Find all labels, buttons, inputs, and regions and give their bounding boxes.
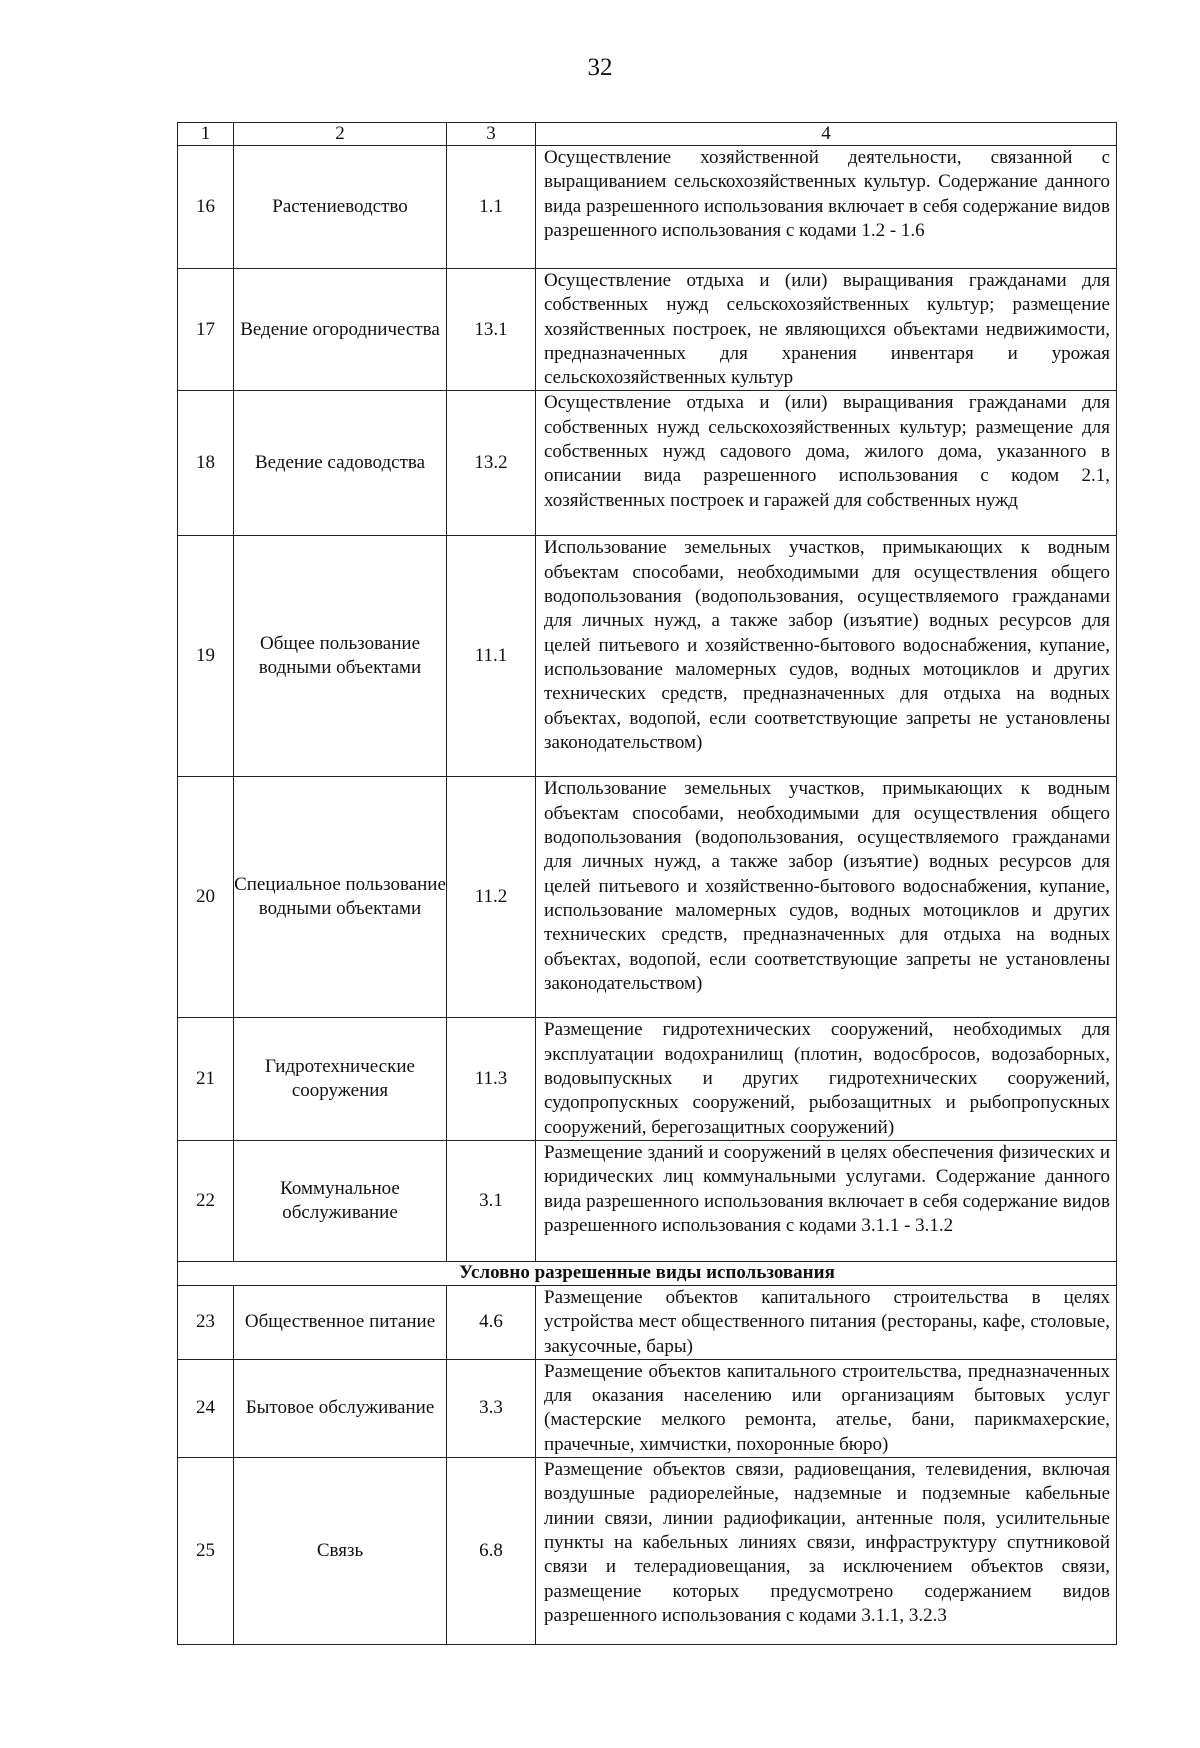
land-use-description: Размещение объектов капитального строительства, предназначенных для оказания населению или организациям бытовых услуг (мастерские мелкого ремонта, ателье, бани, парикмахерские, прачечные, химчистки, похоронные бюро) [536,1359,1117,1457]
land-use-description: Осуществление хозяйственной деятельности, связанной с выращиванием сельскохозяйственных культур. Содержание данного вида разрешенного использования включает в себя содержание видов разрешенного использования с кодами 1.2 - 1.6 [536,146,1117,269]
table-row [178,1285,1117,1359]
table-row [178,1140,1117,1261]
row-number: 18 [178,391,234,536]
row-number: 22 [178,1140,234,1261]
land-use-description: Использование земельных участков, примыкающих к водным объектам способами, необходимыми для осуществления общего водопользования (водопользования, осуществляемого гражданами для личных нужд, а также забор (изъятие) водных ресурсов для целей питьевого и хозяйственно-бытового водоснабжения, купание, использование маломерных судов, водных мотоциклов и других технических средств, предназначенных для отдыха на водных объектах, водопой, если соответствующие запреты не установлены законодательством) [536,777,1117,1018]
land-use-code: 3.1 [447,1140,536,1261]
row-number: 25 [178,1458,234,1645]
land-use-name: Гидротехнические сооружения [234,1018,447,1140]
table-row [178,146,1117,269]
land-use-name: Коммунальное обслуживание [234,1140,447,1261]
row-number: 19 [178,536,234,777]
land-use-description: Размещение гидротехнических сооружений, необходимых для эксплуатации водохранилищ (плотин, водосбросов, водозаборных, водовыпускных и других гидротехнических сооружений, судопропускных сооружений, рыбозащитных и рыбопропускных сооружений, берегозащитных сооружений) [536,1018,1117,1140]
land-use-name: Растениеводство [234,146,447,269]
table-row [178,1359,1117,1457]
land-use-description: Размещение объектов капитального строительства в целях устройства мест общественного питания (рестораны, кафе, столовые, закусочные, бары) [536,1285,1117,1359]
land-use-description: Размещение зданий и сооружений в целях обеспечения физических и юридических лиц коммунальными услугами. Содержание данного вида разрешенного использования включает в себя содержание видов разрешенного использования с кодами 3.1.1 - 3.1.2 [536,1140,1117,1261]
land-use-table [177,122,1117,1645]
table-row [178,1018,1117,1140]
section-title: Условно разрешенные виды использования [178,1261,1117,1285]
land-use-name: Ведение садоводства [234,391,447,536]
section-header-row [178,1261,1117,1285]
land-use-code: 3.3 [447,1359,536,1457]
table-row [178,269,1117,391]
table-row [178,391,1117,536]
land-use-name: Общее пользование водными объектами [234,536,447,777]
land-use-name: Общественное питание [234,1285,447,1359]
land-use-description: Осуществление отдыха и (или) выращивания гражданами для собственных нужд сельскохозяйственных культур; размещение хозяйственных построек, не являющихся объектами недвижимости, предназначенных для хранения инвентаря и урожая сельскохозяйственных культур [536,269,1117,391]
column-header: 2 [234,123,447,146]
land-use-description: Осуществление отдыха и (или) выращивания гражданами для собственных нужд сельскохозяйственных культур; размещение для собственных нужд садового дома, жилого дома, указанного в описании вида разрешенного использования с кодом 2.1, хозяйственных построек и гаражей для собственных нужд [536,391,1117,536]
row-number: 17 [178,269,234,391]
land-use-code: 1.1 [447,146,536,269]
column-header: 1 [178,123,234,146]
row-number: 16 [178,146,234,269]
page-number: 32 [587,54,613,81]
land-use-name: Ведение огородничества [234,269,447,391]
row-number: 20 [178,777,234,1018]
land-use-name: Связь [234,1458,447,1645]
row-number: 24 [178,1359,234,1457]
table-header-row [178,123,1117,146]
land-use-description: Размещение объектов связи, радиовещания, телевидения, включая воздушные радиорелейные, надземные и подземные кабельные линии связи, линии радиофикации, антенные поля, усилительные пункты на кабельных линиях связи, инфраструктуру спутниковой связи и телерадиовещания, за исключением объектов связи, размещение которых предусмотрено содержанием видов разрешенного использования с кодами 3.1.1, 3.2.3 [536,1458,1117,1645]
column-header: 4 [536,123,1117,146]
row-number: 23 [178,1285,234,1359]
row-number: 21 [178,1018,234,1140]
land-use-code: 4.6 [447,1285,536,1359]
column-header: 3 [447,123,536,146]
land-use-name: Бытовое обслуживание [234,1359,447,1457]
land-use-code: 11.3 [447,1018,536,1140]
table-row [178,777,1117,1018]
land-use-code: 6.8 [447,1458,536,1645]
land-use-name: Специальное пользование водными объектами [234,777,447,1018]
land-use-description: Использование земельных участков, примыкающих к водным объектам способами, необходимыми для осуществления общего водопользования (водопользования, осуществляемого гражданами для личных нужд, а также забор (изъятие) водных ресурсов для целей питьевого и хозяйственно-бытового водоснабжения, купание, использование маломерных судов, водных мотоциклов и других технических средств, предназначенных для отдыха на водных объектах, водопой, если соответствующие запреты не установлены законодательством) [536,536,1117,777]
land-use-code: 13.2 [447,391,536,536]
land-use-code: 13.1 [447,269,536,391]
table-row [178,536,1117,777]
table-row [178,1458,1117,1645]
land-use-code: 11.2 [447,777,536,1018]
land-use-code: 11.1 [447,536,536,777]
